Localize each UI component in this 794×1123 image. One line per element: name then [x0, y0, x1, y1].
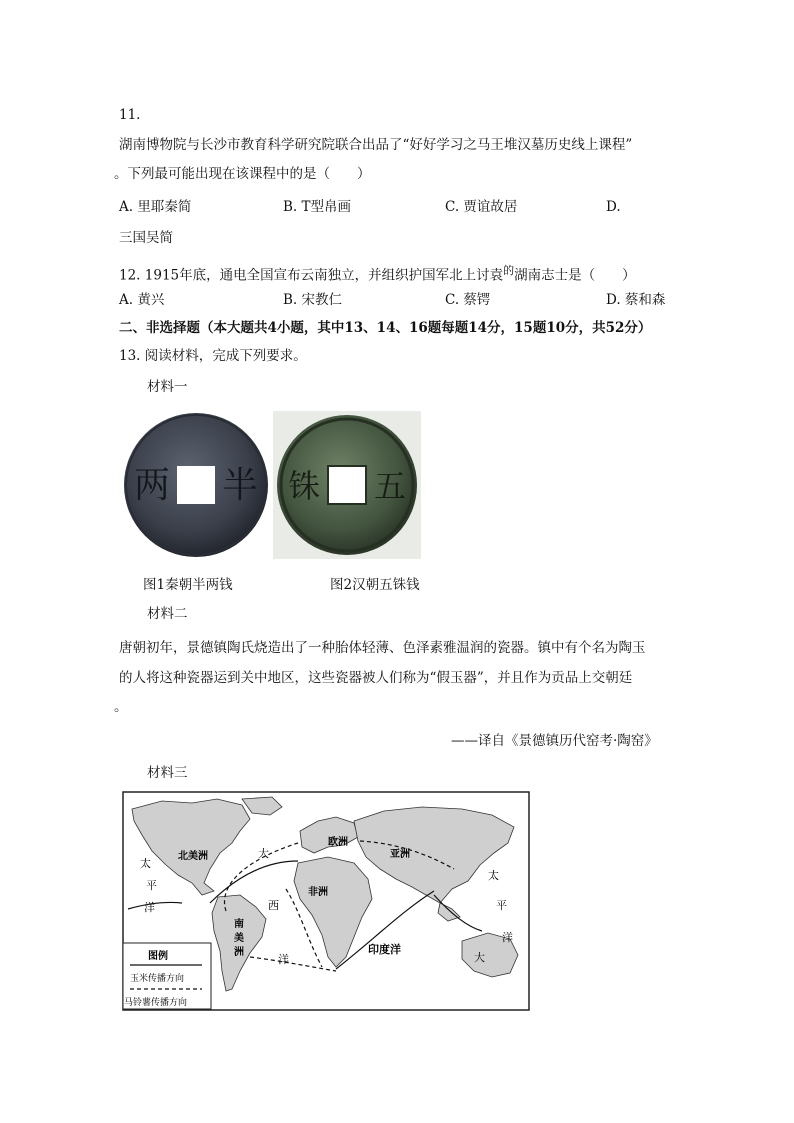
coin1-right-char: 半 — [221, 465, 259, 506]
map-label-north-america: 北美洲 — [178, 851, 208, 862]
map-label-oceania: 大 — [474, 951, 485, 964]
legend-title: 图例 — [148, 951, 168, 962]
q11-stem-line1: 湖南博物院与长沙市教育科学研究院联合出品了“好好学习之马王堆汉墓历史线上课程” — [119, 137, 633, 153]
map-label-asia: 亚洲 — [390, 849, 410, 860]
q11-stem-line2: 。下列最可能出现在该课程中的是（ ） — [114, 166, 371, 182]
map-label-south-america-1: 南 — [234, 919, 244, 930]
map-label-africa: 非洲 — [308, 887, 328, 898]
q12-option-b: B. 宋教仁 — [283, 292, 343, 308]
material3-label: 材料三 — [147, 765, 188, 781]
coin-banliang-icon — [122, 411, 270, 559]
map-label-pacific-w2: 平 — [146, 879, 157, 892]
q11-option-c: C. 贾谊故居 — [445, 199, 518, 215]
map-label-indian-ocean: 印度洋 — [368, 943, 401, 956]
world-map-crop-spread — [122, 791, 530, 1011]
material2-line1: 唐朝初年，景德镇陶氏烧造出了一种胎体轻薄、色泽素雅温润的瓷器。镇中有个名为陶玉 — [119, 640, 646, 656]
q12-stem — [119, 262, 636, 285]
coin-wuzhu-icon — [273, 411, 421, 559]
coin-wuzhu-image — [273, 411, 421, 559]
material2-line2: 的人将这种瓷器运到关中地区，这些瓷器被人们称为“假玉器”，并且作为贡品上交朝廷 — [119, 670, 633, 686]
material1-label: 材料一 — [147, 379, 188, 395]
material2-line3: 。 — [114, 699, 128, 715]
material2-source: ——译自《景德镇历代窑考·陶窑》 — [451, 733, 658, 749]
fig1-caption: 图1秦朝半两钱 — [143, 577, 233, 593]
map-label-pacific-e3: 洋 — [502, 931, 513, 944]
q11-option-d: D. — [606, 199, 621, 215]
material2-label: 材料二 — [147, 606, 188, 622]
q12-option-d: D. 蔡和森 — [606, 292, 666, 308]
q12-stem-part1: 12. 1915年底，通电全国宣布云南独立，并组织护国军北上讨袁 — [119, 267, 504, 284]
map-label-south-america-2: 美 — [234, 933, 244, 944]
q11-option-d-text: 三国吴简 — [119, 230, 173, 246]
coin-banliang-image — [122, 411, 270, 559]
map-label-south-america-3: 洲 — [234, 947, 244, 958]
legend-corn-label: 玉米传播方向 — [130, 974, 185, 984]
q11-option-a: A. 里耶秦简 — [119, 199, 192, 215]
q12-option-c: C. 蔡锷 — [445, 292, 491, 308]
map-label-atlantic-2: 西 — [268, 899, 279, 912]
q12-stem-particle: 的 — [503, 264, 515, 277]
world-map-icon — [122, 791, 530, 1011]
map-label-atlantic-1: 大 — [258, 847, 269, 860]
map-label-pacific-w1: 太 — [140, 857, 151, 870]
q11-option-b: B. T型帛画 — [283, 199, 352, 215]
fig2-caption: 图2汉朝五铢钱 — [330, 577, 420, 593]
map-label-atlantic-3: 洋 — [278, 953, 289, 966]
q12-stem-part2: 湖南志士是（ ） — [514, 267, 636, 284]
map-label-pacific-e2: 平 — [496, 899, 507, 912]
map-label-europe: 欧洲 — [328, 837, 348, 848]
section2-heading: 二、非选择题（本大题共4小题，其中13、14、16题每题14分，15题10分，共52分） — [119, 320, 652, 336]
legend-potato-label: 马铃薯传播方向 — [124, 998, 188, 1008]
coin2-left-char: 铢 — [287, 467, 321, 505]
q13-stem: 13. 阅读材料，完成下列要求。 — [119, 348, 307, 364]
map-label-pacific-w3: 洋 — [144, 901, 155, 914]
coin1-left-char: 两 — [133, 465, 171, 506]
q12-option-a: A. 黄兴 — [119, 292, 165, 308]
q11-number: 11. — [119, 107, 141, 123]
map-label-pacific-e1: 太 — [488, 869, 499, 882]
coin2-right-char: 五 — [373, 467, 407, 505]
